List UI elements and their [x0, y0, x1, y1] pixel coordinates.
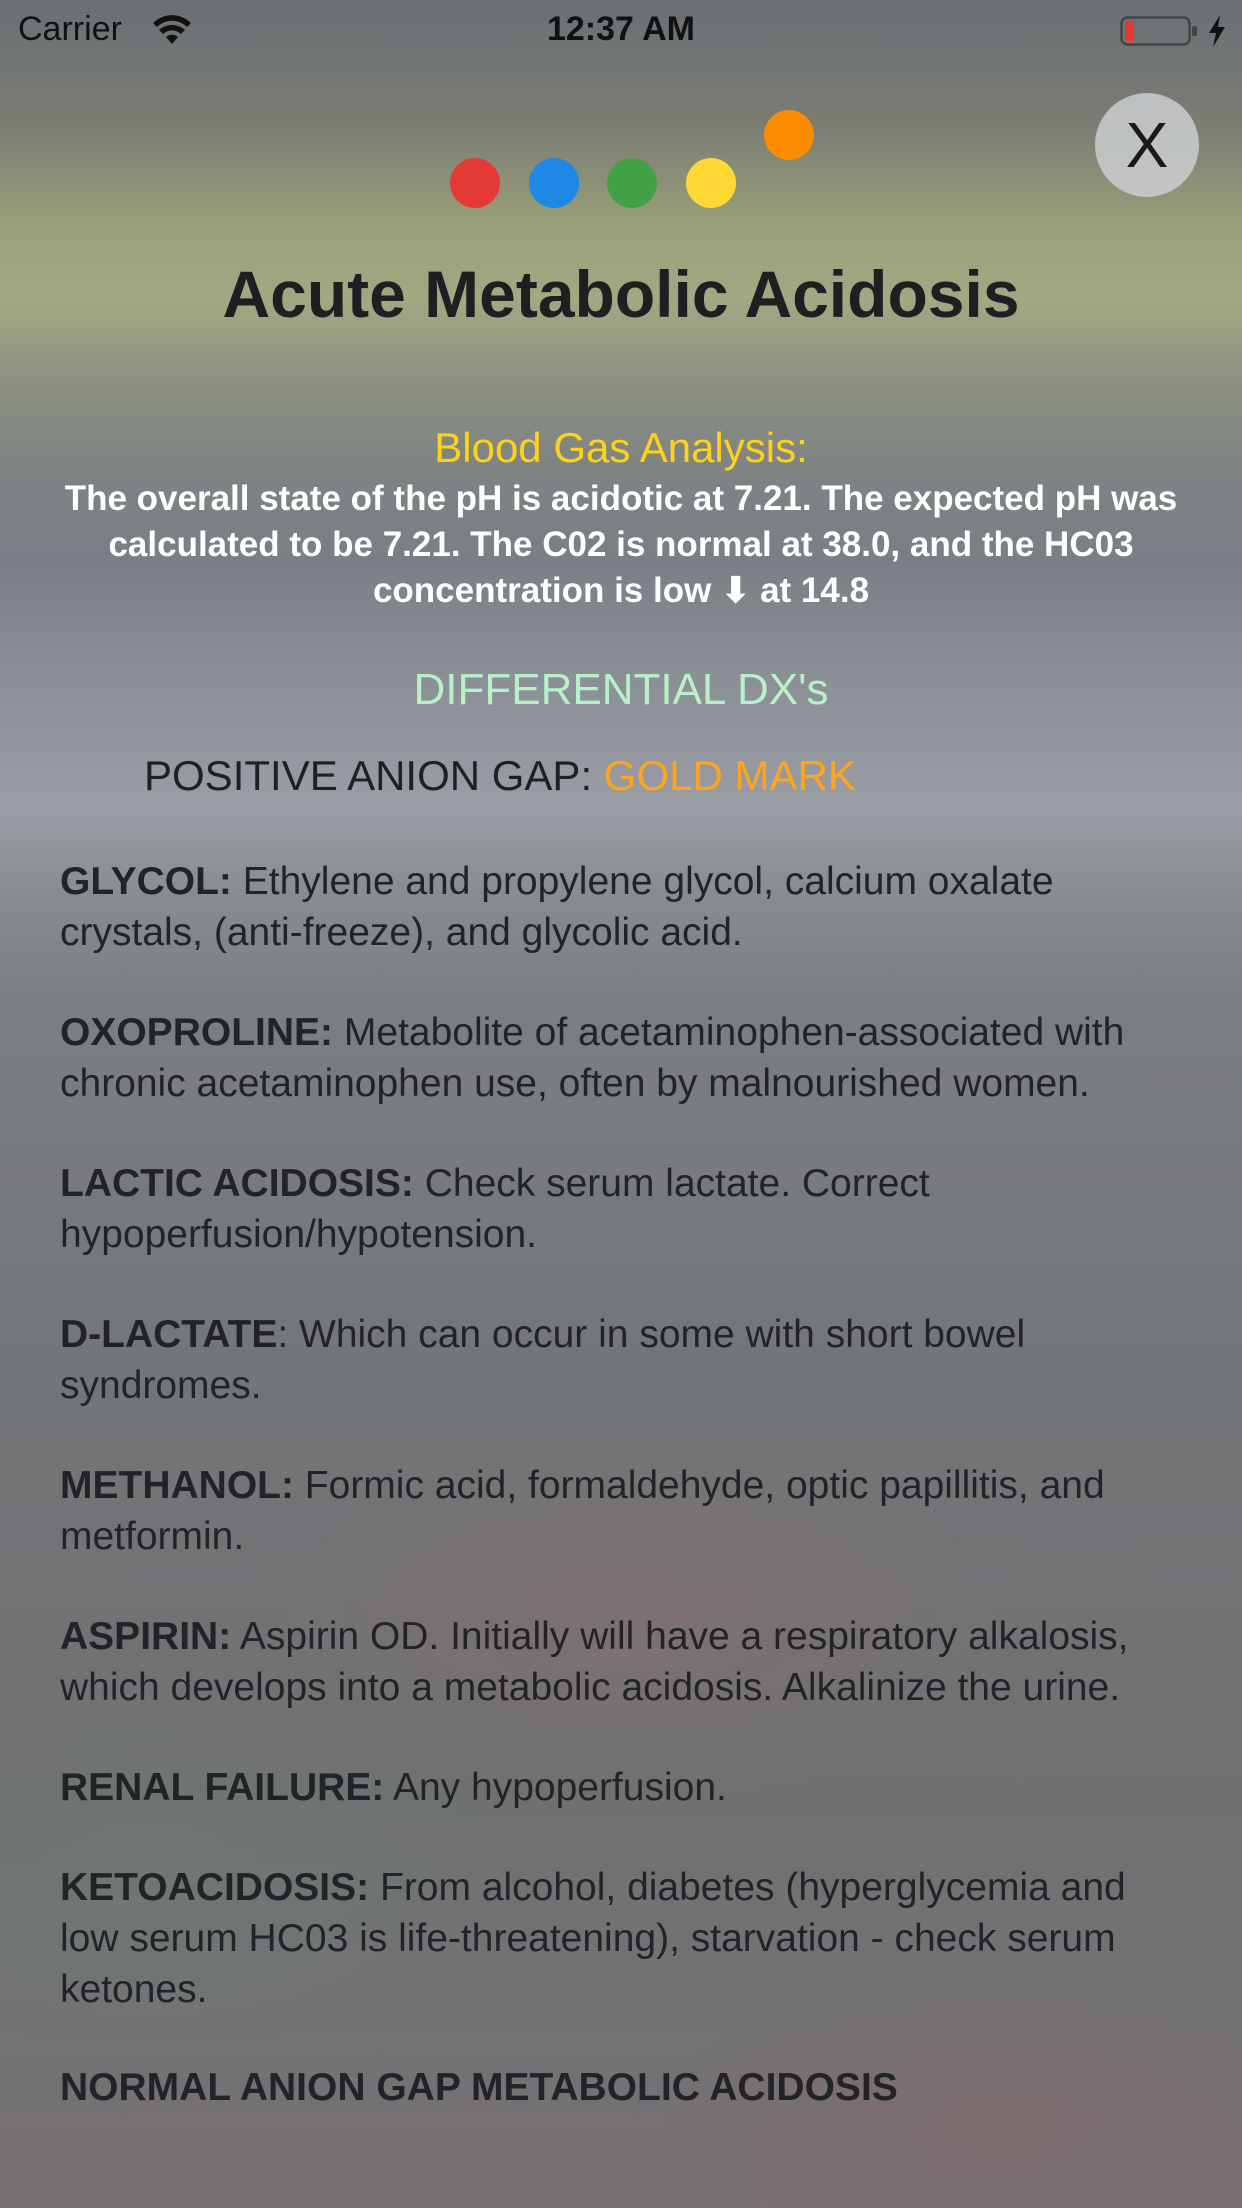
blood-gas-heading: Blood Gas Analysis: [434, 424, 808, 471]
anion-gap-label: POSITIVE ANION GAP: [144, 752, 604, 799]
entry-text: Ethylene and propylene glycol, calcium oxalate crystals, (anti-freeze), and glycolic acid. [60, 860, 1054, 954]
status-time: 12:37 AM [546, 10, 696, 48]
battery-low-icon [1120, 16, 1200, 46]
list-item-oxoproline [60, 1007, 1190, 1109]
entry-text: Metabolite of acetaminophen-associated with chronic acetaminophen use, often by malnourished women. [60, 1011, 1125, 1105]
entry-term: RENAL FAILURE: [60, 1766, 385, 1809]
gold-mark-label: GOLD MARK [603, 752, 856, 799]
green-dot-icon [607, 158, 657, 208]
entry-text: From alcohol, diabetes (hyperglycemia and low serum HC03 is life-threatening), starvation - check serum ketones. [60, 1866, 1126, 2011]
list-item-glycol [60, 856, 1190, 958]
list-item-aspirin [60, 1611, 1190, 1713]
entry-text: Aspirin OD. Initially will have a respiratory alkalosis, which develops into a metabolic acidosis. Alkalinize the urine. [60, 1615, 1129, 1709]
entry-term: METHANOL: [60, 1464, 294, 1507]
entry-term: LACTIC ACIDOSIS: [60, 1162, 414, 1205]
yellow-dot-icon [686, 158, 736, 208]
normal-anion-gap-heading: NORMAL ANION GAP METABOLIC ACIDOSIS [60, 2066, 898, 2109]
orange-dot-icon [764, 110, 814, 160]
entry-text: Check serum lactate. Correct hypoperfusion/hypotension. [60, 1162, 930, 1256]
entry-text: : Which can occur in some with short bowel syndromes. [60, 1313, 1026, 1407]
list-item-d-lactate [60, 1309, 1190, 1411]
list-item-renal-failure [60, 1762, 1190, 1813]
entry-term: ASPIRIN: [60, 1615, 232, 1658]
blood-gas-summary: The overall state of the pH is acidotic at 7.21. The expected pH was calculated to be 7.21. The C02 is normal at 38.0, and the HC03 concentration is low ⬇ at 14.8 [64, 479, 1178, 610]
list-item-methanol [60, 1460, 1190, 1562]
list-item-lactic-acidosis [60, 1158, 1190, 1260]
anion-gap-heading [144, 752, 856, 800]
entry-term: KETOACIDOSIS: [60, 1866, 370, 1909]
list-item-ketoacidosis [60, 1862, 1190, 2015]
status-bar [0, 0, 1242, 60]
differential-heading: DIFFERENTIAL DX's [413, 665, 829, 714]
entry-term: GLYCOL: [60, 860, 232, 903]
entry-term: D-LACTATE [60, 1313, 278, 1356]
red-dot-icon [450, 158, 500, 208]
entry-text: Any hypoperfusion. [384, 1766, 727, 1809]
differential-list [60, 856, 1190, 2162]
entry-text: Formic acid, formaldehyde, optic papillitis, and metformin. [60, 1464, 1105, 1558]
carrier-label: Carrier [18, 10, 122, 48]
charging-bolt-icon [1206, 14, 1228, 48]
page-title: Acute Metabolic Acidosis [222, 257, 1020, 331]
blue-dot-icon [529, 158, 579, 208]
entry-term: OXOPROLINE: [60, 1011, 334, 1054]
close-button[interactable]: X [1095, 93, 1199, 197]
